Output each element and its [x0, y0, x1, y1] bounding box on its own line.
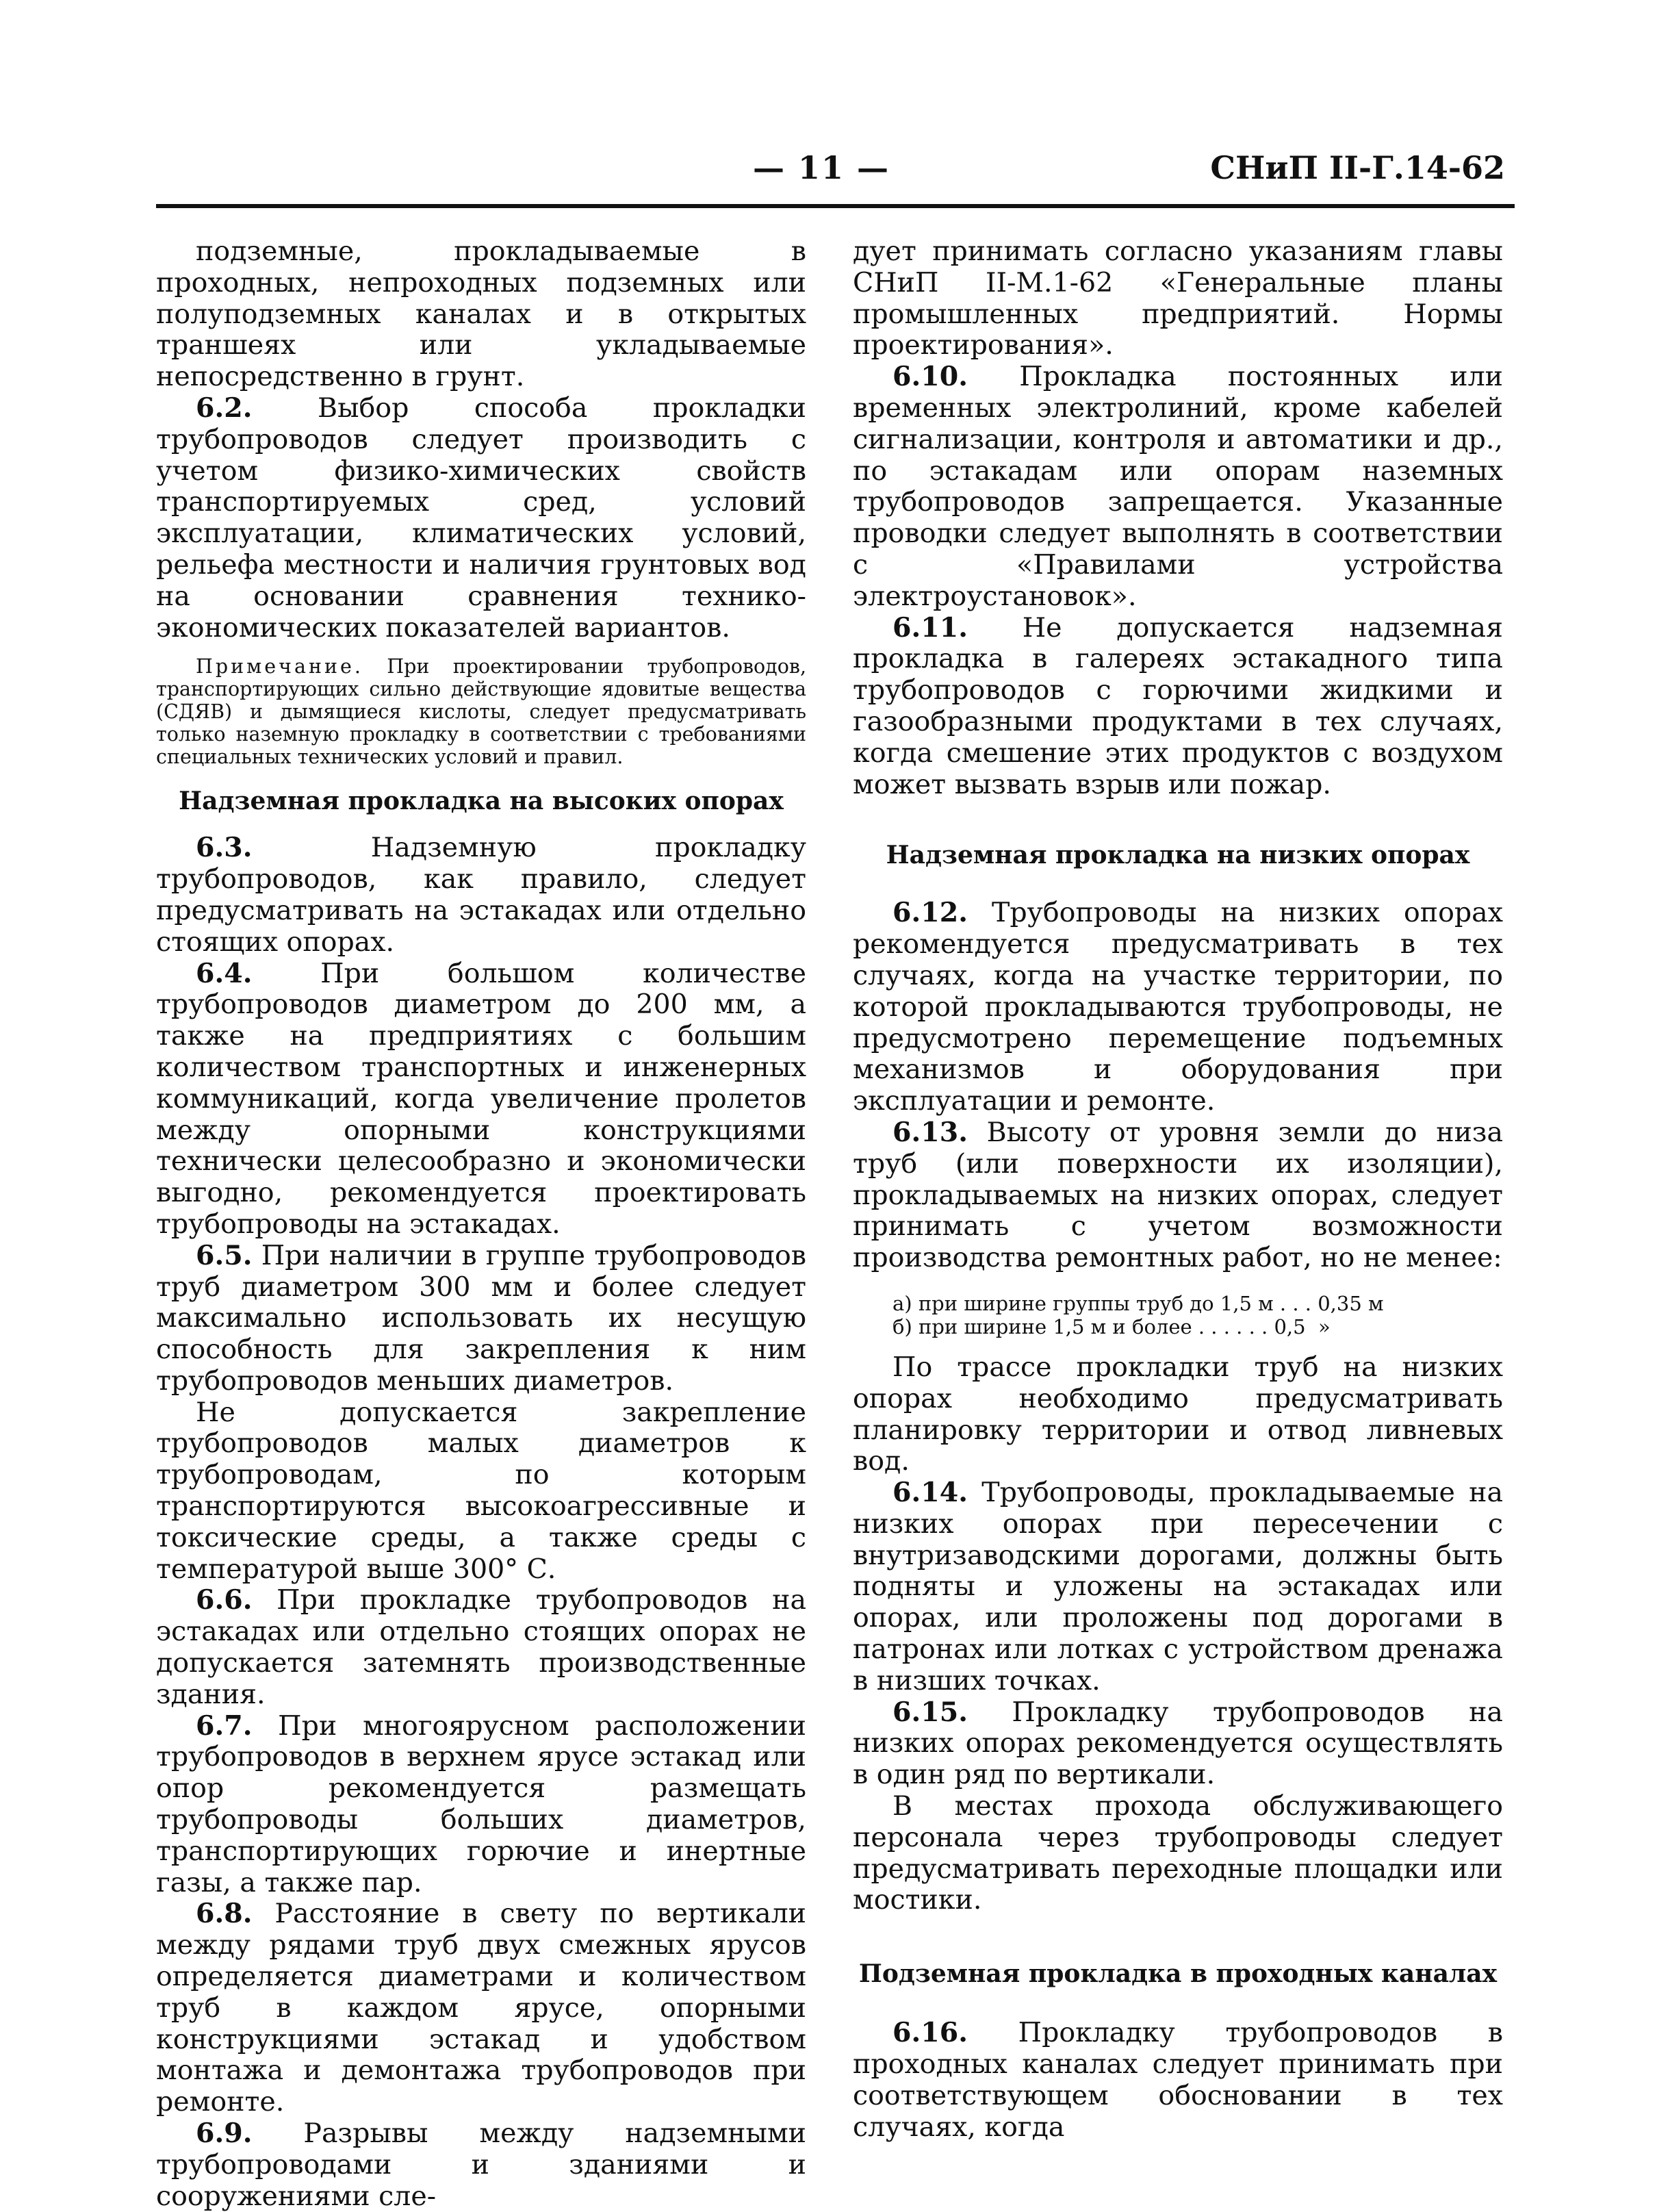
clause-number: 6.5. [196, 1239, 253, 1271]
clause-number: 6.2. [196, 392, 253, 424]
clause-6-9 [156, 2118, 806, 2212]
left-column [156, 236, 806, 2212]
clause-6-3 [156, 832, 806, 958]
clause-text: Прокладку трубопроводов на низких опорах рекомендуется осуществлять в один ряд по вертикали. [853, 1696, 1503, 1791]
height-list [853, 1292, 1503, 1338]
note [156, 656, 806, 768]
clause-text: Расстояние в свету по вертикали между рядами труб двух смежных ярусов определяется диаметрами и количеством труб в каждом ярусе, опорными конструкциями эстакад и удобством монтажа и демонтажа трубопроводов при ремонте. [156, 1898, 806, 2118]
clause-text: При прокладке трубопроводов на эстакадах или отдельно стоящих опорах не допускается затемнять производственные здания. [156, 1584, 806, 1710]
clause-number: 6.16. [892, 2017, 968, 2049]
page-number: — 11 — [753, 149, 890, 186]
clause-6-6 [156, 1585, 806, 1710]
clause-6-5-continued: Не допускается закрепление трубопроводов малых диаметров к трубопроводам, по которым транспортируются высокоагрессивные и токсические среды, а также среды с температурой выше 300° С. [156, 1396, 806, 1585]
paragraph-continued: дует принимать согласно указаниям главы СНиП II-М.1-62 «Генеральные планы промышленных предприятий. Нормы проектирования». [853, 236, 1503, 361]
section-heading-channels: Подземная прокладка в проходных каналах [858, 1959, 1498, 1989]
clause-6-12 [853, 898, 1503, 1117]
clause-text: Надземную прокладку трубопроводов, как правило, следует предусматривать на эстакадах или отдельно стоящих опорах. [156, 832, 806, 958]
page-header [0, 149, 1657, 204]
clause-number: 6.6. [196, 1584, 253, 1616]
clause-text: При наличии в группе трубопроводов труб диаметром 300 мм и более следует максимально использовать их несущую способность для закрепления к ним трубопроводов меньших диаметров. [156, 1239, 806, 1397]
clause-number: 6.3. [196, 832, 253, 864]
note-text: При проектировании трубопроводов, транспортирующих сильно действующие ядовитые вещества (СДЯВ) и дымящиеся кислоты, следует предусматривать только наземную прокладку в соответствии с требованиями специальных технических условий и правил. [156, 655, 806, 768]
note-label: Примечание. [196, 655, 363, 678]
clause-number: 6.7. [196, 1709, 253, 1742]
clause-6-2 [156, 393, 806, 644]
clause-text: Прокладка постоянных или временных электролиний, кроме кабелей сигнализации, контроля и автоматики и др., по эстакадам или опорам наземных трубопроводов запрещается. Указанные проводки следует выполнять в соответствии с «Правилами устройства электроустановок». [853, 361, 1503, 612]
clause-6-15 [853, 1697, 1503, 1791]
clause-6-13-continued: По трассе прокладки труб на низких опорах необходимо предусматривать планировку территории и отвод ливневых вод. [853, 1351, 1503, 1477]
clause-text: Трубопроводы, прокладываемые на низких опорах при пересечении с внутризаводскими дорогами, должны быть подняты и уложены на эстакадах или опорах, или проложены под дорогами в патронах или лотках с устройством дренажа в низших точках. [853, 1477, 1503, 1696]
clause-6-13 [853, 1117, 1503, 1274]
clause-number: 6.4. [196, 957, 253, 989]
clause-text: Не допускается надземная прокладка в галереях эстакадного типа трубопроводов с горючими жидкими и газообразными продуктами в тех случаях, когда смешение этих продуктов с воздухом может вызвать взрыв или пожар. [853, 611, 1503, 800]
clause-text: Высоту от уровня земли до низа труб (или поверхности их изоляции), прокладываемых на низких опорах, следует принимать с учетом возможности производства ремонтных работ, но не менее: [853, 1116, 1503, 1274]
clause-number: 6.13. [892, 1116, 968, 1148]
clause-6-15-continued: В местах прохода обслуживающего персонала через трубопроводы следует предусматривать переходные площадки или мостики. [853, 1790, 1503, 1916]
document-id: СНиП II-Г.14-62 [1210, 149, 1505, 186]
clause-text: При многоярусном расположении трубопроводов в верхнем ярусе эстакад или опор рекомендуется размещать трубопроводы больших диаметров, транспортирующих горючие и инертные газы, а также пар. [156, 1709, 806, 1898]
clause-6-16 [853, 2018, 1503, 2143]
clause-6-4 [156, 958, 806, 1241]
clause-6-14 [853, 1477, 1503, 1697]
clause-text: Прокладку трубопроводов в проходных каналах следует принимать при соответствующем обосновании в тех случаях, когда [853, 2017, 1503, 2143]
clause-text: Разрывы между надземными трубопроводами и зданиями и сооружениями сле- [156, 2118, 806, 2212]
clause-6-7 [156, 1711, 806, 1899]
header-rule [156, 204, 1515, 208]
right-column [853, 236, 1503, 2143]
clause-6-11 [853, 613, 1503, 801]
clause-6-10 [853, 361, 1503, 612]
section-heading-high-supports: Надземная прокладка на высоких опорах [179, 787, 784, 816]
clause-number: 6.14. [892, 1477, 968, 1509]
paragraph-intro: подземные, прокладываемые в проходных, непроходных подземных или полуподземных каналах и в открытых траншеях или укладываемые непосредственно в грунт. [156, 236, 806, 393]
list-item-b: б) при ширине 1,5 м и более . . . . . . 0,5 » [892, 1314, 1331, 1338]
clause-number: 6.9. [196, 2118, 253, 2150]
clause-number: 6.8. [196, 1898, 253, 1930]
clause-6-5 [156, 1241, 806, 1397]
list-item-a: а) при ширине группы труб до 1,5 м . . . 0,35 м [892, 1291, 1384, 1315]
clause-number: 6.11. [892, 611, 968, 644]
clause-number: 6.15. [892, 1696, 968, 1728]
clause-6-8 [156, 1898, 806, 2118]
clause-number: 6.12. [892, 897, 968, 929]
clause-text: При большом количестве трубопроводов диаметром до 200 мм, а также на предприятиях с большим количеством транспортных и инженерных коммуникаций, когда увеличение пролетов между опорными конструкциями технически целесообразно и экономически выгодно, рекомендуется проектировать трубопроводы на эстакадах. [156, 957, 806, 1240]
clause-number: 6.10. [892, 361, 968, 393]
section-heading-low-supports: Надземная прокладка на низких опорах [886, 841, 1470, 870]
clause-text: Трубопроводы на низких опорах рекомендуется предусматривать в тех случаях, когда на участке территории, по которой прокладываются трубопроводы, не предусмотрено перемещение подъемных механизмов и оборудования при эксплуатации и ремонте. [853, 897, 1503, 1117]
clause-text: Выбор способа прокладки трубопроводов следует производить с учетом физико-химических свойств транспортируемых сред, условий эксплуатации, климатических условий, рельефа местности и наличия грунтовых вод на основании сравнения технико-экономических показателей вариантов. [156, 392, 806, 644]
